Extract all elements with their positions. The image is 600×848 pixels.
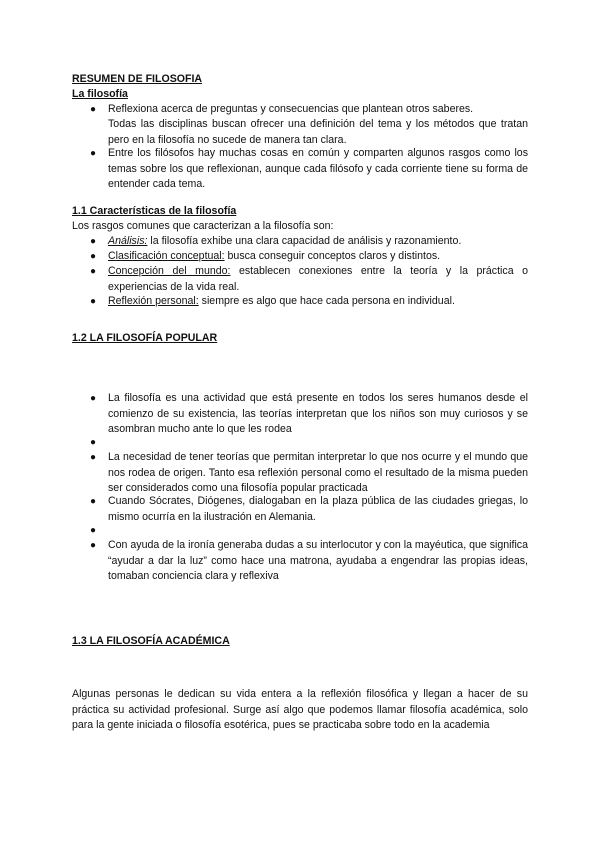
feature-item-reflexion [108, 294, 528, 310]
heading-1-3: 1.3 LA FILOSOFÍA ACADÉMICA [72, 635, 230, 647]
popular-bullet-4: Con ayuda de la ironía generaba dudas a su interlocutor y con la mayéutica, que significa “ayudar a dar la luz” como hace una matrona, ayudaba a engendrar las propias ideas, tomaban conciencia clara y reflexiva [108, 539, 528, 582]
feature-item-analisis [108, 234, 528, 250]
feature-item-clasificacion [108, 249, 528, 265]
bullet-glyph: ● [90, 148, 97, 159]
bullet-glyph: ● [90, 251, 97, 262]
bullet-glyph: ● [90, 266, 97, 277]
feature-term: Reflexión personal: [108, 295, 199, 307]
bullet-glyph: ● [90, 437, 97, 448]
feature-term: Clasificación conceptual: [108, 250, 225, 262]
academica-paragraph: Algunas personas le dedican su vida entera a la reflexión filosófica y llegan a hacer de su práctica su actividad profesional. Surge así algo que podemos llamar filosofía académica, solo para la gente iniciada o filosofía esotérica, pues se practicaba sobre todo en la academia [72, 688, 528, 731]
bullet-glyph: ● [90, 540, 97, 551]
feature-text: busca conseguir conceptos claros y distintos. [224, 250, 441, 262]
bullet-glyph: ● [90, 452, 97, 463]
bullet-glyph: ● [90, 236, 97, 247]
popular-bullet-2: La necesidad de tener teorías que permitan interpretar lo que nos ocurre y el mundo que nos rodea de origen. Tanto esa reflexión personal como el resultado de la misma pueden ser considerados como una filosofía popular practicada [108, 451, 528, 494]
intro-continuation: Todas las disciplinas buscan ofrecer una definición del tema y los métodos que tratan pero en la filosofía no sucede de manera tan clara. [108, 118, 528, 146]
feature-text: siempre es algo que hace cada persona en individual. [198, 295, 455, 307]
document-title: RESUMEN DE FILOSOFIA [72, 73, 203, 85]
popular-bullet-1: La filosofía es una actividad que está presente en todos los seres humanos desde el comienzo de su existencia, las teorías interpretan que los niños son muy curiosos y se asombran mucho ante lo que les rodea [108, 392, 528, 435]
bullet-glyph: ● [90, 525, 97, 536]
bullet-glyph: ● [90, 496, 97, 507]
feature-text: establecen conexiones entre la teoría y la práctica o experiencias de la vida real. [108, 265, 528, 293]
heading-1-2: 1.2 LA FILOSOFÍA POPULAR [72, 332, 218, 344]
popular-bullet-3: Cuando Sócrates, Diógenes, dialogaban en la plaza pública de las ciudades griegas, lo mismo ocurría en la ilustración en Alemania. [108, 495, 528, 523]
heading-1-1: 1.1 Características de la filosofía [72, 205, 237, 217]
intro-bullet-1: Reflexiona acerca de preguntas y consecuencias que plantean otros saberes. [108, 103, 474, 115]
intro-bullet-2: Entre los filósofos hay muchas cosas en común y comparten algunos rasgos como los temas sobre los que reflexionan, aunque cada filósofo y cada corriente tiene su forma de entender cada tema. [108, 147, 528, 190]
feature-term: Análisis: [108, 235, 148, 247]
bullet-glyph: ● [90, 393, 97, 404]
feature-item-concepcion [108, 264, 528, 295]
bullet-glyph: ● [90, 296, 97, 307]
bullet-glyph: ● [90, 104, 97, 115]
feature-term: Concepción del mundo: [108, 265, 231, 277]
section-1-1-lead: Los rasgos comunes que caracterizan a la filosofía son: [72, 220, 334, 232]
section-title-la-filosofia: La filosofía [72, 88, 128, 100]
feature-text: la filosofía exhibe una clara capacidad de análisis y razonamiento. [147, 235, 462, 247]
